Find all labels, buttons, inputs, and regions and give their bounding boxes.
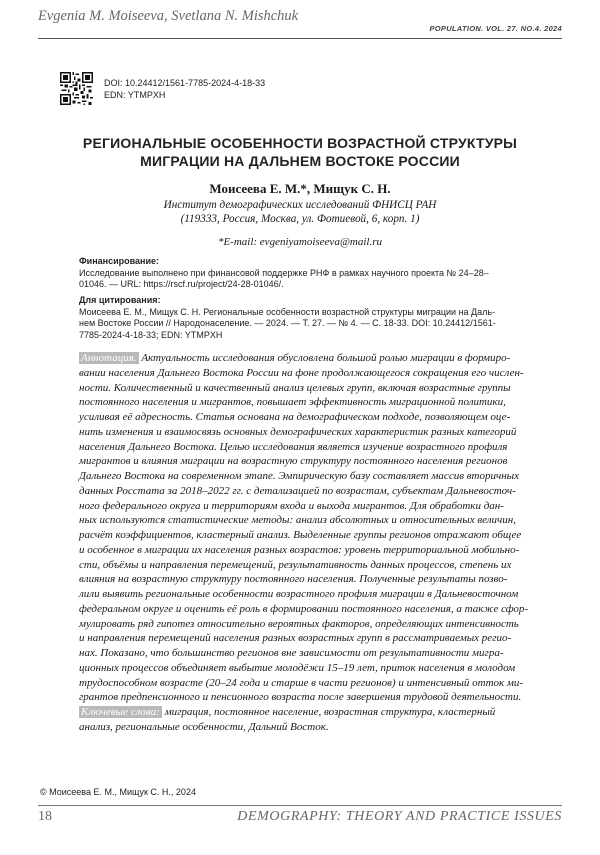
abstract-text: мулировать ряд гипотез относительно вероятных факторов, определяющих интенсивность — [79, 617, 519, 630]
abstract-line — [79, 351, 542, 366]
funding-heading: Финансирование: — [79, 256, 160, 266]
abstract-line — [79, 558, 542, 573]
abstract-text: лили выявить региональные особенности возрастного профиля миграции в Дальневосточном — [79, 588, 519, 600]
abstract-line — [79, 440, 542, 455]
abstract-line — [79, 676, 542, 691]
footer-journal-name: DEMOGRAPHY: THEORY AND PRACTICE ISSUES — [237, 809, 562, 824]
abstract-label: Аннотация. — [81, 352, 137, 364]
abstract-text: влияния на возрастную структуру постоянного населения. Полученные результаты позво- — [79, 573, 508, 586]
citation-text: Моисеева Е. М., Мищук С. Н. Региональные особенности возрастной структуры миграции на Даль- — [79, 306, 496, 317]
abstract-line — [79, 690, 542, 705]
citation-text: 7785-2024-4-18-33; EDN: YTMPXH — [79, 329, 223, 340]
abstract-text: нить изменения и взаимосвязь основных демографических характеристик разных категорий — [79, 425, 517, 438]
header-authors: Evgenia M. Moiseeva, Svetlana N. Mishchuk — [38, 8, 299, 24]
abstract-text: сти, объёмы и направления перемещений, результативность данных процессов, степень их — [79, 558, 512, 571]
abstract-line — [79, 602, 542, 617]
contact-email[interactable]: *E-mail: evgeniyamoiseeva@mail.ru — [217, 236, 383, 248]
abstract-line — [79, 617, 542, 632]
abstract-line — [79, 469, 542, 484]
copyright-notice: © Моисеева Е. М., Мищук С. Н., 2024 — [40, 787, 196, 797]
funding-text: 01046. — URL: https://rscf.ru/project/24-28-01046/. — [79, 279, 284, 290]
citation-section — [79, 295, 540, 341]
keywords-line — [79, 705, 542, 720]
abstract-body — [79, 351, 542, 705]
funding-text: Исследование выполнено при финансовой поддержке РНФ в рамках научного проекта № 24–28– — [79, 267, 489, 278]
abstract-line — [79, 572, 542, 587]
abstract-text: Дальнего Востока на современном этапе. Эмпирическую базу составляет массив вторичных — [79, 470, 519, 482]
qr-code-icon — [60, 72, 93, 105]
header-journal: POPULATION. VOL. 27. NO.4. 2024 — [429, 24, 562, 33]
title-line: МИГРАЦИИ НА ДАЛЬНЕМ ВОСТОКЕ РОССИИ — [140, 153, 460, 169]
abstract-text: и особенное в миграции их населения разных возрастов: уровень территориальной мобильно- — [79, 543, 520, 556]
abstract-line — [79, 499, 542, 514]
abstract-line — [79, 631, 542, 646]
abstract-line — [79, 543, 542, 558]
citation-heading: Для цитирования: — [79, 295, 161, 305]
keywords-label: Ключевые слова: — [81, 706, 160, 718]
article-title — [40, 134, 560, 170]
keywords-text: миграция, постоянное население, возрастная структура, кластерный — [164, 706, 496, 718]
abstract-text: ных используются статистические методы: анализ абсолютных и относительных величин, — [79, 514, 516, 527]
abstract-line — [79, 454, 542, 469]
page-number: 18 — [38, 809, 52, 824]
abstract — [79, 351, 542, 735]
abstract-text: населения Дальнего Востока. Целью исследования является изучение возрастного профиля — [79, 440, 508, 453]
abstract-text: грантов предпенсионного и пенсионного возраста после завершения трудовой деятельности. — [79, 691, 522, 704]
abstract-text: постоянного населения и мигрантов, повышает эффективность миграционной политики, — [79, 396, 506, 409]
abstract-text: мигрантов и влияния миграции на возрастную структуру постоянного населения регионов — [79, 455, 508, 468]
abstract-text: Актуальность исследования обусловлена большой ролью миграции в формиро- — [141, 352, 511, 364]
abstract-text: трудоспособном возрасте (20–24 года и старше в части регионов) и интенсивный отток ми- — [79, 676, 524, 689]
abstract-line — [79, 410, 542, 425]
doi-link[interactable]: DOI: 10.24412/1561-7785-2024-4-18-33 — [104, 78, 266, 88]
page-footer — [38, 805, 562, 828]
abstract-line — [79, 395, 542, 410]
funding-section — [79, 256, 540, 291]
abstract-text: ного федерального округа и территориям входа и выхода мигрантов. Для обработки дан- — [79, 499, 504, 512]
identifiers — [104, 77, 265, 101]
abstract-line — [79, 513, 542, 528]
abstract-line — [79, 484, 542, 499]
abstract-line — [79, 366, 542, 381]
keywords-line: анализ, региональные особенности, Дальний Восток. — [79, 720, 329, 733]
abstract-line — [79, 528, 542, 543]
affiliation-line: Институт демографических исследований ФНИСЦ РАН — [163, 199, 437, 211]
abstract-line — [79, 661, 542, 676]
abstract-text: и направления перемещений населения разных возрастных групп в рассматриваемых регио- — [79, 632, 512, 645]
abstract-text: расчёт коэффициентов, кластерный анализ. Выделенные группы регионов отражают общее — [79, 529, 522, 541]
abstract-line — [79, 381, 542, 396]
affiliation — [0, 198, 600, 226]
abstract-text: ности. Количественный и качественный анализ целевых групп, включая возрастные группы — [79, 381, 511, 394]
abstract-text: ционных процессов объединяет выбытие молодёжи 15–19 лет, приток населения в молодом — [79, 661, 516, 674]
abstract-line — [79, 587, 542, 602]
running-header — [38, 0, 562, 39]
abstract-text: вании населения Дальнего Востока России на фоне продолжающегося сокращения его числен- — [79, 366, 524, 379]
citation-text: нем Востоке России // Народонаселение. — 2024. — Т. 27. — № 4. — С. 18-33. DOI: 10.24412/1561- — [79, 318, 496, 329]
affiliation-line: (119333, Россия, Москва, ул. Фотиевой, 6, корп. 1) — [180, 213, 420, 225]
abstract-text: данных Росстата за 2018–2022 гг. с детализацией по возрастам, субъектам Дальневосточ- — [79, 484, 516, 497]
abstract-text: усиливая её адресность. Статья основана на демографическом подходе, позволяющем оце- — [79, 411, 511, 423]
edn-code: EDN: YTMPXH — [104, 90, 166, 100]
title-line: РЕГИОНАЛЬНЫЕ ОСОБЕННОСТИ ВОЗРАСТНОЙ СТРУКТУРЫ — [82, 135, 518, 151]
article-authors: Моисеева Е. М.*, Мищук С. Н. — [209, 181, 391, 196]
abstract-line — [79, 425, 542, 440]
abstract-line — [79, 646, 542, 661]
abstract-text: федеральном округе и оценить её роль в формировании постоянного населения, а также сфор- — [79, 602, 529, 615]
abstract-text: нах. Показано, что большинство регионов вне зависимости от результативности мигра- — [79, 647, 504, 659]
